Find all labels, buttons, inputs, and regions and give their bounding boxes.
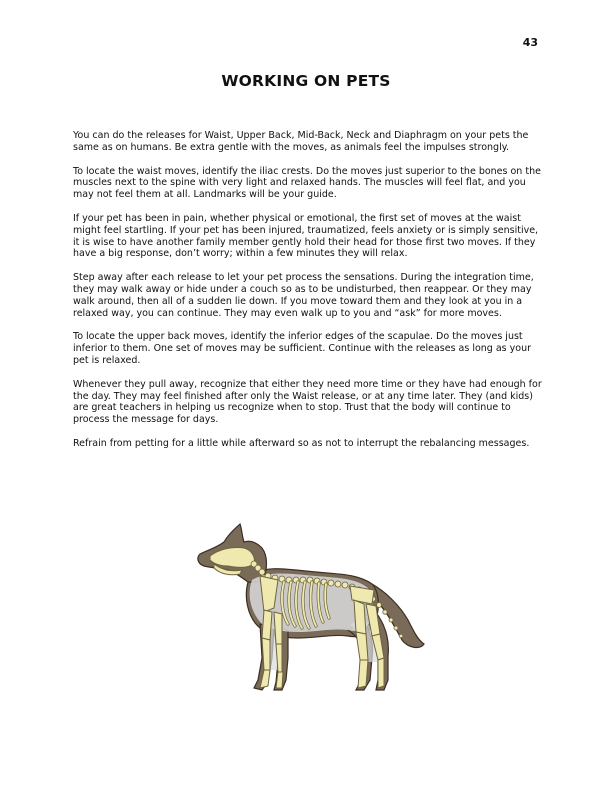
paragraph: Step away after each release to let your pet process the sensations. During the integration time, they may walk away or hide under a couch so as to be undisturbed, then reappear. Or they may walk around, then all of a sudden lie down. If you move toward them and they look at you in a relaxed way, you can continue. They may even walk up to you and “ask” for more moves.	[73, 272, 534, 319]
paragraph: Whenever they pull away, recognize that either they need more time or they have had enough for the day. They may feel finished after only the Waist release, or at any time later. They (and kids) are great teachers in helping us recognize when to stop. Trust that the body will continue to process the message for days.	[73, 378, 542, 426]
paragraph: If your pet has been in pain, whether physical or emotional, the first set of moves at the waist might feel startling. If your pet has been injured, traumatized, feels anxiety or is simply sensitive, it is wise to have another family member gently hold their head for those first two moves. If they have a big response, don’t worry; within a few minutes they will relax.	[73, 212, 539, 260]
paragraph: To locate the waist moves, identify the iliac crests. Do the moves just superior to the bones on the muscles next to the spine with very light and relaxed hands. The muscles will feel flat, and you may not feel them at all. Landmarks will be your guide.	[73, 165, 541, 201]
paragraph: To locate the upper back moves, identify the inferior edges of the scapulae. Do the moves just inferior to them. One set of moves may be sufficient. Continue with the releases as long as your pet is relaxed.	[73, 331, 532, 366]
paragraph: You can do the releases for Waist, Upper Back, Mid-Back, Neck and Diaphragm on your pets the same as on humans. Be extra gentle with the moves, as animals feel the impulses strongly.	[73, 130, 529, 153]
page-number: 43	[522, 36, 538, 49]
paragraph: Refrain from petting for a little while afterward so as not to interrupt the rebalancing messages.	[73, 437, 530, 449]
dog-skeleton-icon	[188, 520, 428, 698]
body-text	[73, 130, 543, 462]
page-title: WORKING ON PETS	[221, 72, 391, 90]
dog-skeleton-figure	[188, 520, 428, 698]
